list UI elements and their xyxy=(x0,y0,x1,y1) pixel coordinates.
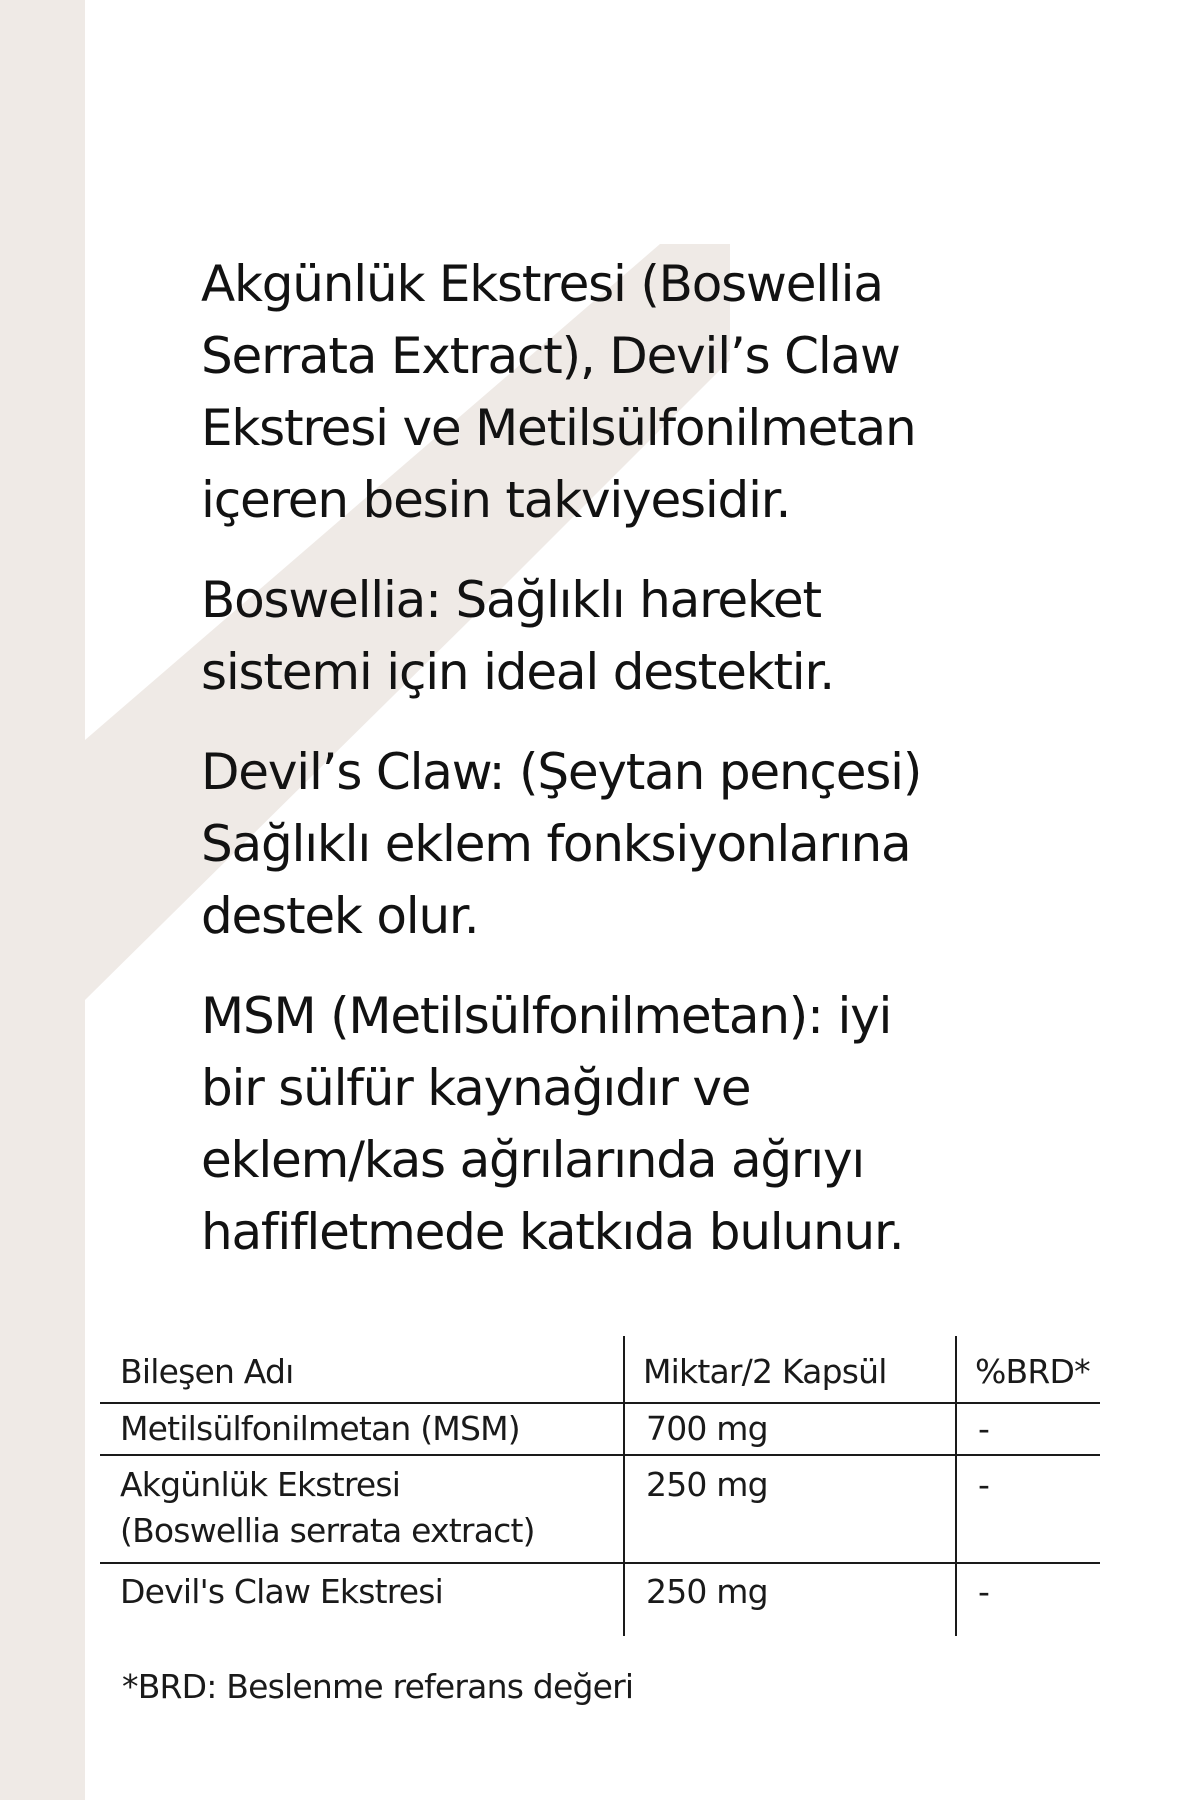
row-1-name: Metilsülfonilmetan (MSM) xyxy=(120,1409,520,1448)
column-divider xyxy=(623,1336,625,1636)
column-divider xyxy=(955,1336,957,1636)
row-3-name: Devil's Claw Ekstresi xyxy=(120,1572,444,1611)
msm-paragraph: MSM (Metilsülfonilmetan): iyi bir sülfür kaynağıdır ve eklem/kas ağrılarında ağrıyı hafifletmede katkıda bulunur. xyxy=(201,987,904,1261)
brd-footnote: *BRD: Beslenme referans değeri xyxy=(122,1667,634,1706)
row-2-name: Akgünlük Ekstresi (Boswellia serrata extract) xyxy=(120,1465,535,1550)
row-1-amount: 700 mg xyxy=(646,1409,768,1448)
table-divider xyxy=(100,1402,1100,1404)
header-brd: %BRD* xyxy=(975,1352,1090,1391)
row-2-amount: 250 mg xyxy=(646,1465,768,1504)
boswellia-paragraph: Boswellia: Sağlıklı hareket sistemi için ideal destektir. xyxy=(201,571,834,701)
table-divider xyxy=(100,1454,1100,1456)
row-3-amount: 250 mg xyxy=(646,1572,768,1611)
table-divider xyxy=(100,1562,1100,1564)
description-text xyxy=(201,248,1001,1296)
row-1-brd: - xyxy=(978,1409,990,1448)
ingredients-table xyxy=(100,1336,1100,1636)
header-ingredient-name: Bileşen Adı xyxy=(120,1352,294,1391)
header-amount: Miktar/2 Kapsül xyxy=(643,1352,887,1391)
row-3-brd: - xyxy=(978,1572,990,1611)
row-2-brd: - xyxy=(978,1465,990,1504)
devils-claw-paragraph: Devil’s Claw: (Şeytan pençesi) Sağlıklı eklem fonksiyonlarına destek olur. xyxy=(201,743,922,945)
intro-paragraph: Akgünlük Ekstresi (Boswellia Serrata Extract), Devil’s Claw Ekstresi ve Metilsülfonilmetan içeren besin takviyesidir. xyxy=(201,255,916,529)
